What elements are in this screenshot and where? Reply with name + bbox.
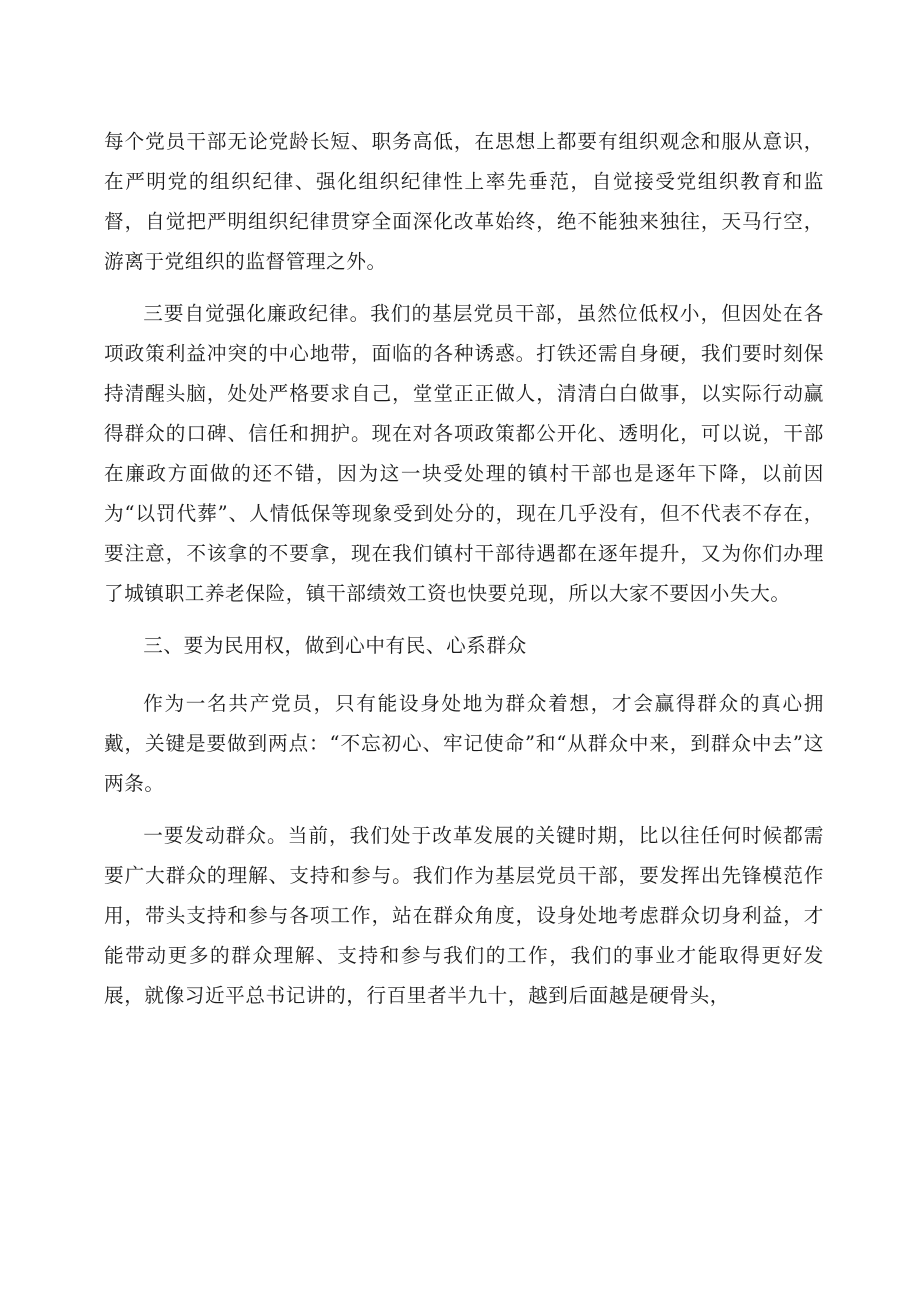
document-page xyxy=(104,122,824,1028)
paragraph-mobilize-masses: 一要发动群众。当前，我们处于改革发展的关键时期，比以往任何时候都需要广大群众的理解、支持和参与。我们作为基层党员干部，要发挥出先锋模范作用，带头支持和参与各项工作，站在群众角度，设身处地考虑群众切身利益，才能带动更多的群众理解、支持和参与我们的工作，我们的事业才能取得更好发展，就像习近平总书记讲的，行百里者半九十，越到后面越是硬骨头， xyxy=(104,824,824,1007)
section-heading: 三、要为民用权，做到心中有民、心系群众 xyxy=(143,634,527,657)
paragraph-party-member: 作为一名共产党员，只有能设身处地为群众着想，才会赢得群众的真心拥戴，关键是要做到两点：“不忘初心、牢记使命”和“从群众中来，到群众中去”这两条。 xyxy=(104,692,824,795)
paragraph-integrity-discipline: 三要自觉强化廉政纪律。我们的基层党员干部，虽然位低权小，但因处在各项政策利益冲突的中心地带，面临的各种诱惑。打铁还需自身硬，我们要时刻保持清醒头脑，处处严格要求自己，堂堂正正做人，清清白白做事，以实际行动赢得群众的口碑、信任和拥护。现在对各项政策都公开化、透明化，可以说，干部在廉政方面做的还不错，因为这一块受处理的镇村干部也是逐年下降，以前因为“以罚代葬”、人情低保等现象受到处分的，现在几乎没有，但不代表不存在，要注意，不该拿的不要拿，现在我们镇村干部待遇都在逐年提升，又为你们办理了城镇职工养老保险，镇干部绩效工资也快要兑现，所以大家不要因小失大。 xyxy=(104,302,824,605)
paragraph-continuation: 每个党员干部无论党龄长短、职务高低，在思想上都要有组织观念和服从意识，在严明党的组织纪律、强化组织纪律性上率先垂范，自觉接受党组织教育和监督，自觉把严明组织纪律贯穿全面深化改革始终，绝不能独来独往，天马行空，游离于党组织的监督管理之外。 xyxy=(104,130,824,273)
